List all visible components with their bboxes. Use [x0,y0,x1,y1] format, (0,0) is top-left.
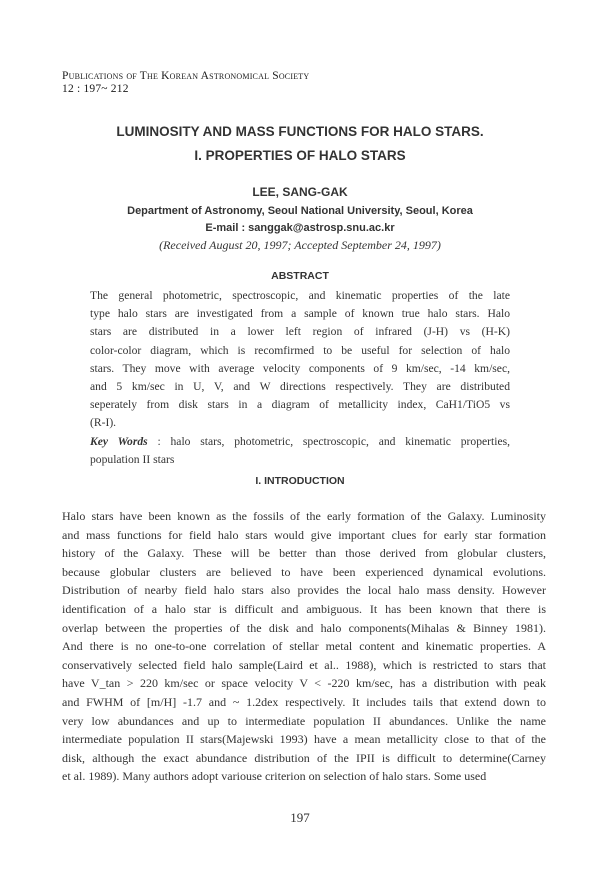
keywords-line [90,433,510,451]
abstract-line: (R-I). [90,416,117,430]
paper-title-line1: LUMINOSITY AND MASS FUNCTIONS FOR HALO STARS. [116,124,484,139]
abstract-line: and 5 km/sec in U, V, and W directions respectively. They are distributed [90,380,510,394]
abstract-line: stars. They move with average velocity components of 9 km/sec, -14 km/sec, [90,361,510,375]
body-line: disk, although the exact abundance distribution of the IPII is difficult to determine(Carney [62,750,546,765]
body-line: And there is no one-to-one correlation of stellar metal content and kinematic properties. A [62,639,546,654]
body-line: et al. 1989). Many authors adopt variouse criterion on selection of halo stars. Some used [62,769,487,784]
author-affiliation: Department of Astronomy, Seoul National University, Seoul, Korea [127,205,473,217]
keywords-text: : halo stars, photometric, spectroscopic, and kinematic properties, [147,434,510,448]
introduction-body [62,507,546,786]
keywords-label: Key Words [90,434,148,448]
journal-name: Publications of The Korean Astronomical Society [62,70,310,82]
abstract-line: stars are distributed in a lower left region of infrared (J-H) vs (H-K) [90,325,510,339]
author-name: LEE, SANG-GAK [252,185,348,199]
introduction-heading: I. INTRODUCTION [255,475,345,487]
body-line: conservatively selected field halo sample(Laird et al.. 1988), which is restricted to stars that [62,657,546,672]
paper-title-line2: I. PROPERTIES OF HALO STARS [194,148,406,163]
abstract-line: The general photometric, spectroscopic, and kinematic properties of the late [90,289,510,302]
volume-pages: 12 : 197~ 212 [62,83,129,95]
body-line: have V_tan > 220 km/sec or space velocity V < -220 km/sec, has a distribution with peak [62,676,546,691]
received-dates: (Received August 20, 1997; Accepted September 24, 1997) [159,238,441,252]
body-line: Distribution of nearby field halo stars also provides the local halo mass density. However [62,583,546,598]
body-line: very low abundances and up to intermediate population II abundances. Unlike the name [62,713,546,728]
journal-header [62,70,309,96]
abstract-body [90,287,510,469]
body-line: history of the Galaxy. These will be better than those derived from globular clusters, [62,546,546,561]
body-line: and FWHM of [m/H] -1.7 and ~ 1.2dex respectively. It includes tails that extend down to [62,694,546,709]
body-line: Halo stars have been known as the fossils of the early formation of the Galaxy. Luminosity [62,509,546,523]
body-line: overlap between the properties of the disk and halo components(Mihalas & Binney 1981). [62,620,546,635]
abstract-line: seperately from disk stars in a diagram of metallicity index, CaH1/TiO5 vs [90,398,510,412]
author-email: E-mail : sanggak@astrosp.snu.ac.kr [205,222,395,234]
body-line: because globular clusters are believed to have been experienced dynamical evolutions. [62,564,546,579]
page-number: 197 [290,810,310,825]
abstract-line: type halo stars are investigated from a sample of known true halo stars. Halo [90,307,510,321]
body-line: and mass functions for field halo stars would give important clues for early star formation [62,527,546,542]
body-line: identification of a halo star is difficult and ambiguous. It has been known that there is [62,601,546,616]
abstract-line: color-color diagram, which is recomfirmed to be useful for selection of halo [90,343,510,357]
abstract-heading: ABSTRACT [271,270,329,282]
keywords-line-2: population II stars [90,452,175,466]
body-line: intermediate population II stars(Majewski 1993) have a mean metallicity close to that of the [62,732,546,747]
